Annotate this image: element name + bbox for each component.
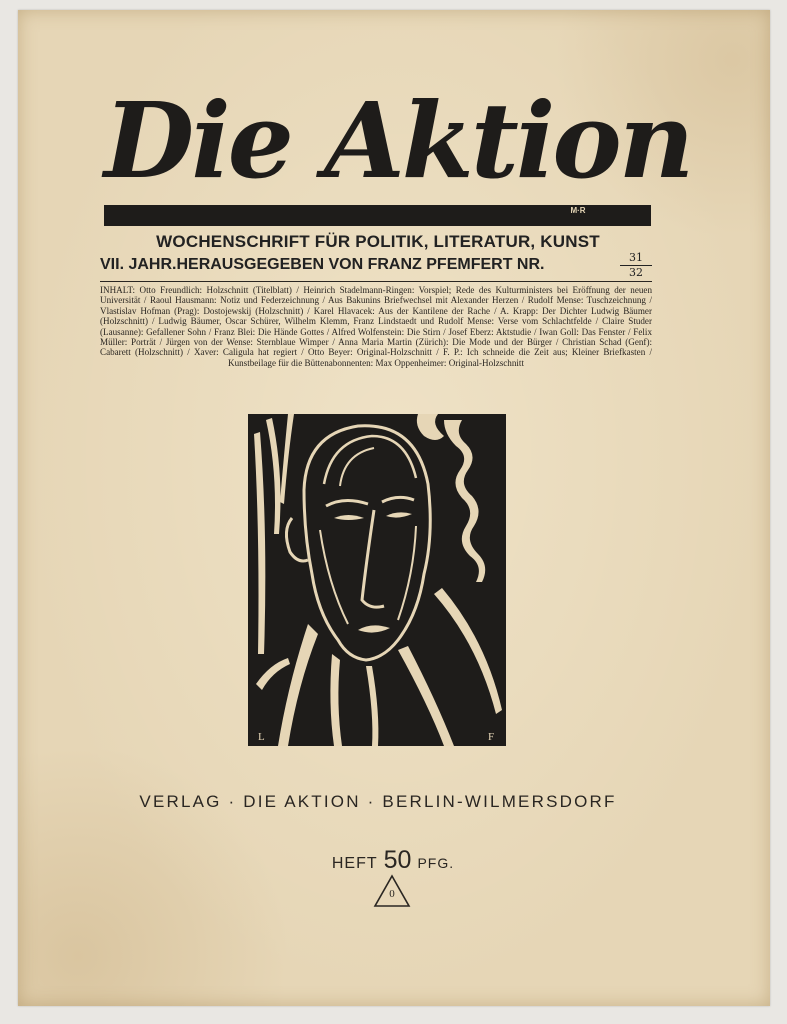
woodcut-portrait-image (248, 414, 506, 746)
woodcut-portrait (248, 414, 506, 746)
price-word: HEFT (331, 855, 378, 872)
issue-line: VII. JAHR.HERAUSGEGEBEN VON FRANZ PFEMFERT NR. (100, 256, 545, 273)
issue-denominator: 32 (629, 266, 643, 279)
issue-number (620, 252, 652, 279)
price-number: 50 (383, 846, 412, 874)
table-of-contents: INHALT: Otto Freundlich: Holzschnitt (Titelblatt) / Heinrich Stadelmann-Ringen: Vorspiel; Rede des Kulturministers bei Eröffnung der neuen Universität / Raoul Hausmann: Notiz und Federzeichnung / Aus Bakunins Briefwechsel mit Alexander Herzen / Rudolf Mense: Tuschzeichnung / Vlastislav Hofman (Prag): Dostojewskij (Holzschnitt) / Karel Hlavacek: Aus der Kantilene der Rache / A. Krapp: Der Dichter Ludwig Bäumer (Holzschnitt) / Ludwig Bäumer, Oscar Schürer, Wilhelm Klemm, Franz Lindstaedt und Rudolf Mense: Verse vom Schlachtfelde / Claire Studer (Lausanne): Gefallener Sohn / Franz Blei: Die Hände Gottes / Alfred Wolfenstein: Die Stirn / Josef Eberz: Aktstudie / Iwan Goll: Das Fenster / Felix Müller: Porträt / Jürgen von der Wense: Sternblaue Wimper / Anna Maria Martin (Zürich): Die Mode und der Bürger / Christian Schad (Genf): Cabarett (Holzschnitt) / Xaver: Caligula hat regiert / Otto Beyer: Original-Holzschnitt / F. P.: Ich schneide die Zeit aus; Kleiner Briefkasten / Kunstbeilage für die Büttenabonnenten: Max Oppenheimer: Original-Holzschnitt (100, 285, 652, 368)
masthead-title: Die Aktion (104, 79, 692, 202)
contents-divider (100, 281, 652, 282)
monogram: M·R (570, 206, 586, 215)
issue-numerator: 31 (620, 252, 652, 266)
subtitle: WOCHENSCHRIFT FÜR POLITIK, LITERATUR, KUNST (156, 232, 600, 251)
woodcut-initial-right: F (488, 731, 495, 743)
woodcut-initial-left: L (258, 731, 265, 743)
triangle-mark-label: 0 (389, 888, 395, 900)
publisher-line: VERLAG · DIE AKTION · BERLIN-WILMERSDORF (139, 792, 617, 811)
magazine-cover (18, 10, 770, 1006)
triangle-mark (373, 874, 411, 908)
price-unit: PFG. (417, 855, 455, 871)
